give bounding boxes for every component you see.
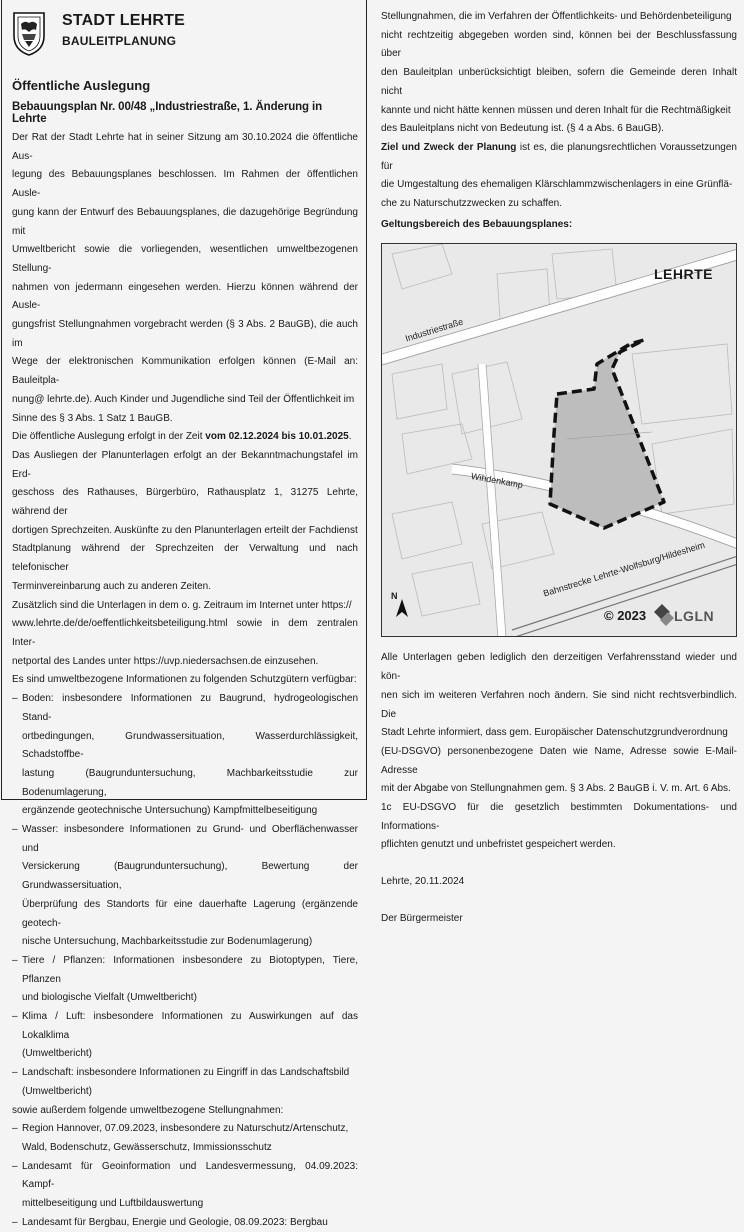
closing-paragraph bbox=[381, 649, 737, 855]
text-line: geschoss des Rathauses, Bürgerbüro, Rathausplatz 1, 31275 Lehrte, während der bbox=[12, 487, 358, 518]
list-item: – Landesamt für Bergbau, Energie und Geologie, 08.09.2023: Bergbau bbox=[12, 1216, 328, 1228]
map-place-label: LEHRTE bbox=[654, 266, 713, 283]
deadline-paragraph bbox=[381, 8, 737, 139]
city-title: STADT LEHRTE bbox=[62, 12, 185, 29]
text-line: den Bauleitplan unberücksichtigt bleiben, sofern die Gemeinde deren Inhalt nicht bbox=[381, 67, 737, 97]
list-item: – Klima / Luft: insbesondere Informationen zu Auswirkungen auf das Lokalklima (Umweltbericht) bbox=[12, 1011, 358, 1060]
text-line: Es sind umweltbezogene Informationen zu folgenden Schutzgütern verfügbar: bbox=[12, 674, 357, 686]
ziel-label: Ziel und Zweck der Planung bbox=[381, 141, 517, 153]
text-line: nahmen von jedermann eingesehen werden. Hierzu können während der Ausle- bbox=[12, 281, 358, 312]
text-line: www.lehrte.de/de/oeffentlichkeitsbeteiligung.html sowie in dem zentralen Inter- bbox=[12, 618, 358, 648]
place-date: Lehrte, 20.11.2024 bbox=[381, 876, 465, 888]
text-line: Zusätzlich sind die Unterlagen in dem o. g. Zeitraum im Internet unter https:// bbox=[12, 599, 352, 611]
period-line bbox=[12, 428, 358, 447]
text-line: des Bauleitplans nicht von Bedeutung ist. (§ 4 a Abs. 6 BauGB). bbox=[381, 123, 664, 135]
location-paragraph bbox=[12, 447, 358, 690]
text-line: pflichten genutzt und unbefristet gespeichert werden. bbox=[381, 839, 616, 851]
period-suffix: . bbox=[348, 431, 352, 443]
text-line: Das Ausliegen der Planunterlagen erfolgt an der Bekanntmachungstafel im Erd- bbox=[12, 449, 358, 480]
text-line: nung@ lehrte.de). Auch Kinder und Jugendliche sind Teil der Öffentlichkeit im bbox=[12, 393, 355, 405]
text-line: nen sich im weiteren Verfahren noch ändern. Sie sind nicht rechtsverbindlich. Die bbox=[381, 689, 737, 720]
left-column bbox=[12, 8, 358, 1232]
geltungsbereich-label: Geltungsbereich des Bebauungsplanes: bbox=[381, 218, 573, 230]
signature: Der Bürgermeister bbox=[381, 912, 463, 924]
text-line: Alle Unterlagen geben lediglich den derzeitigen Verfahrensstand wieder und kön- bbox=[381, 652, 737, 683]
period-prefix: Die öffentliche Auslegung erfolgt in der Zeit bbox=[12, 431, 206, 443]
text-line: dortigen Sprechzeiten. Auskünfte zu den Planunterlagen erteilt der Fachdienst bbox=[12, 524, 358, 536]
ziel-first: ist es, die planungsrechtlichen Voraussetzungen für bbox=[381, 141, 737, 172]
stellungnahmen-list bbox=[12, 1120, 358, 1232]
text-line: netportal des Landes unter https://uvp.niedersachsen.de einzusehen. bbox=[12, 655, 319, 667]
text-line: gung kann der Entwurf des Bebauungsplanes, die dazugehörige Begründung mit bbox=[12, 206, 358, 237]
text-line: che zu Naturschutzzwecken zu schaffen. bbox=[381, 198, 563, 210]
text-line: Sinne des § 3 Abs. 1 Satz 1 BauGB. bbox=[12, 412, 173, 424]
list-item: – Landesamt für Geoinformation und Landesvermessung, 04.09.2023: Kampf- mittelbeseitigung und Luftbildauswertung bbox=[12, 1160, 358, 1210]
text-line: Der Rat der Stadt Lehrte hat in seiner Sitzung am 30.10.2024 die öffentliche Aus- bbox=[12, 132, 358, 162]
list-item: – Region Hannover, 07.09.2023, insbesondere zu Naturschutz/Artenschutz, Wald, Bodenschutz, Gewässerschutz, Immissionsschutz bbox=[12, 1123, 349, 1153]
text-line bbox=[381, 139, 737, 176]
text-line: Umweltbericht sowie die vorliegenden, wesentlichen umweltbezogenen Stellung- bbox=[12, 244, 358, 274]
list-item: – Tiere / Pflanzen: Informationen insbesondere zu Biotoptypen, Tiere, Pflanzen und biologische Vielfalt (Umweltbericht) bbox=[12, 954, 358, 1004]
lgln-logo: LGLN bbox=[674, 608, 715, 625]
page-title: Öffentliche Auslegung bbox=[12, 78, 151, 93]
text-line: 1c EU-DSGVO für die gesetzlich bestimmten Dokumentations- und Informations- bbox=[381, 802, 737, 832]
text-line: die Umgestaltung des ehemaligen Klärschlammzwischenlagers in eine Grünflä- bbox=[381, 179, 733, 191]
text-line: Terminvereinbarung auch zu anderen Zeiten. bbox=[12, 580, 212, 592]
list-item: – Landschaft: insbesondere Informationen zu Eingriff in das Landschaftsbild (Umweltbericht) bbox=[12, 1067, 350, 1097]
text-line: Stadt Lehrte informiert, dass gem. Europäischer Datenschutzgrundverordnung bbox=[381, 727, 728, 739]
map-street-label: Wihdenkamp bbox=[470, 471, 524, 491]
list-item: – Wasser: insbesondere Informationen zu Grund- und Oberflächenwasser und Versickerung (Baugrunduntersuchung), Bewertung der Grundwassersituation, Überprüfung des Standorts für eine dauerhafte Lagerung (ergänzende geotech- nische Untersuchung, Machbarkeitsstudie zur Bodenumlagerung) bbox=[12, 824, 358, 948]
schutzgueter-list bbox=[12, 690, 358, 1101]
text-line: (EU-DSGVO) personenbezogene Daten wie Name, Adresse sowie E-Mail-Adresse bbox=[381, 745, 737, 776]
ziel-paragraph bbox=[381, 139, 737, 214]
right-column bbox=[381, 8, 737, 929]
map-drawing bbox=[382, 244, 737, 637]
header bbox=[12, 8, 358, 66]
text-line: nicht rechtzeitig abgegeben worden sind, können bei der Beschlussfassung über bbox=[381, 29, 737, 60]
department-title: BAULEITPLANUNG bbox=[62, 34, 177, 48]
text-line: legung des Bebauungsplanes beschlossen. Im Rahmen der öffentlichen Ausle- bbox=[12, 169, 358, 200]
plan-map bbox=[381, 243, 737, 637]
text-line: Stadtplanung während der Sprechzeiten der Verwaltung und nach telefonischer bbox=[12, 543, 358, 574]
map-railway-label: Bahnstrecke Lehrte-Wolfsburg/Hildesheim bbox=[542, 540, 706, 600]
north-arrow-icon: N bbox=[391, 591, 398, 602]
list-item: – Boden: insbesondere Informationen zu Baugrund, hydrogeologischen Stand- ortbedingungen, Grundwassersituation, Wasserdurchlässigkeit, Schadstoffbe- lastung (Baugrunduntersuchung, Machbarkeitsstudie zur Bodenumlagerung, ergänzende geotechnische Untersuchung) Kampfmittelbeseitigung bbox=[12, 693, 358, 817]
period-dates: vom 02.12.2024 bis 10.01.2025 bbox=[205, 431, 349, 443]
text-line: Stellungnahmen, die im Verfahren der Öffentlichkeits- und Behördenbeteiligung bbox=[381, 11, 732, 22]
stellungnahmen-intro: sowie außerdem folgende umweltbezogene Stellungnahmen: bbox=[12, 1104, 284, 1116]
city-crest-icon bbox=[12, 10, 46, 56]
text-line: gungsfrist Stellungnahmen vorgebracht werden (§ 3 Abs. 2 BauGB), die auch im bbox=[12, 319, 358, 349]
intro-paragraph bbox=[12, 129, 358, 428]
text-line: Wege der elektronischen Kommunikation erfolgen können (E-Mail an: Bauleitpla- bbox=[12, 356, 358, 387]
map-street-label: Industriestraße bbox=[404, 316, 465, 345]
text-line: mit der Abgabe von Stellungnahmen gem. § 3 Abs. 2 BauGB i. V. m. Art. 6 Abs. bbox=[381, 783, 731, 795]
plan-title: Bebauungsplan Nr. 00/48 „Industriestraße, 1. Änderung in Lehrte bbox=[12, 101, 323, 125]
map-copyright: © 2023 bbox=[604, 608, 647, 624]
text-line: kannte und nicht hätte kennen müssen und deren Inhalt für die Rechtmäßigkeit bbox=[381, 104, 731, 116]
